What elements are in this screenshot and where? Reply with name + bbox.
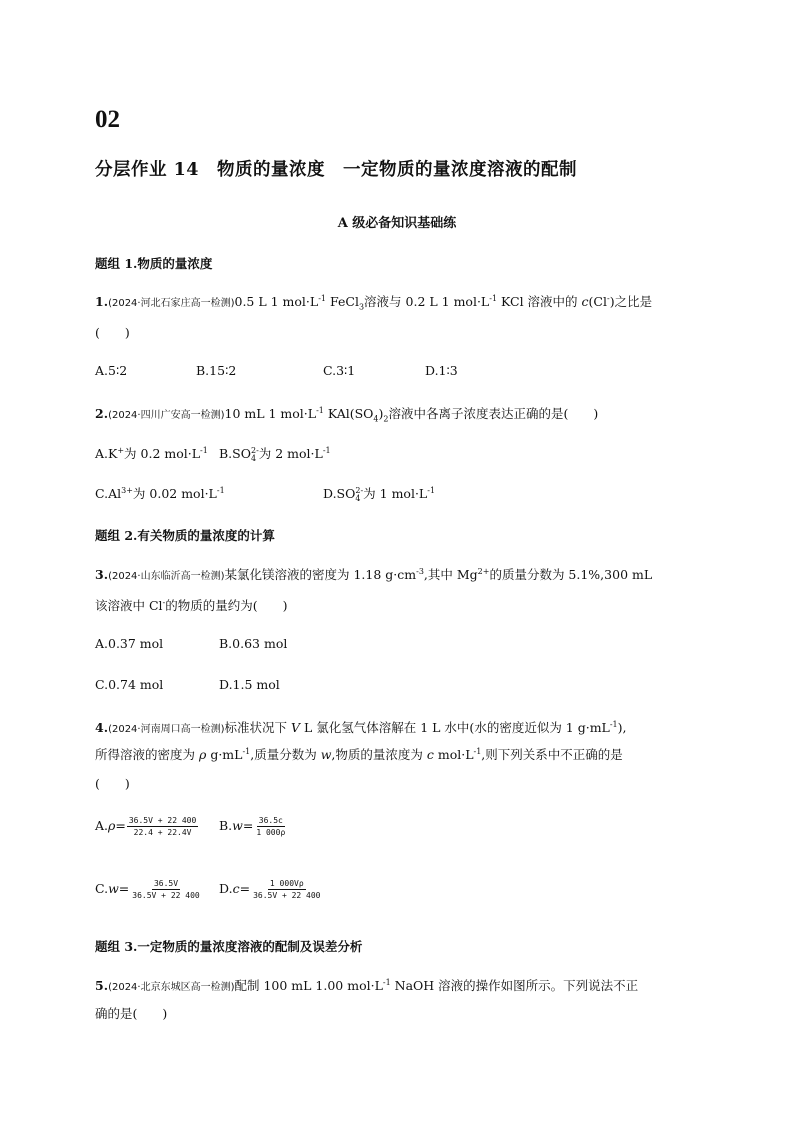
option-b: B.0.63 mol	[219, 636, 288, 651]
section-heading: A 级必备知识基础练	[337, 216, 457, 231]
group-1-heading: 题组 1.物质的量浓度	[95, 256, 213, 271]
question-2-stem: 2.(2024·四川广安高一检测)10 mL 1 $mol\cdot L^{-1}$ $KAl(SO_4)_2$溶液中各离子浓度表达正确的是( )	[95, 405, 599, 424]
question-source: (2024·北京东城区高一检测)	[108, 982, 235, 993]
group-3-heading: 题组 3.一定物质的量浓度溶液的配制及误差分析	[95, 939, 363, 954]
option-b: B.SO 2- 4 为 2 $mol\cdot L^{-1}$	[219, 445, 331, 463]
option-c: C.3∶1	[323, 363, 356, 378]
option-d: D.1∶3	[425, 363, 458, 378]
question-4-stem: 4.(2024·河南周口高一检测)标准状况下 V L 氯化氢气体溶解在 1 L 水中(水的密度近似为 1 $g\cdot mL^{-1}$),	[95, 719, 627, 735]
group-2-heading: 题组 2.有关物质的量浓度的计算	[95, 528, 275, 543]
question-number: 1	[95, 294, 104, 309]
question-4-line2: 所得溶液的密度为 ρ $g\cdot mL^{-1}$,质量分数为 w,物质的量浓度为 c $mol\cdot L^{-1}$,则下列关系中不正确的是	[95, 746, 623, 762]
question-3-stem: 3.(2024·山东临沂高一检测)某氯化镁溶液的密度为 1.18 $g\cdot cm^{-3}$,其中 $Mg^{2+}$的质量分数为 5.1%,300 mL	[95, 566, 653, 582]
option-c: $C.Al^{3+}$为 0.02 $mol\cdot L^{-1}$	[95, 485, 225, 501]
option-a: A.ρ= $\frac{36.5V + 22 400}{22.4 + 22.4V}$	[95, 816, 197, 837]
answer-bracket: ( )	[95, 325, 130, 340]
question-source: (2024·四川广安高一检测)	[108, 410, 225, 421]
option-d: D.1.5 mol	[219, 677, 280, 692]
option-d: D.c= $\frac{1 000V\rho}{36.5V + 22 400}$	[219, 879, 321, 900]
option-a: A.0.37 mol	[95, 636, 164, 651]
question-source: (2024·河南周口高一检测)	[108, 724, 225, 735]
chapter-number: 02	[95, 106, 120, 133]
answer-bracket: ( )	[95, 776, 130, 791]
option-b: B.w= $\frac{36.5c}{1 000\rho}$	[219, 816, 286, 837]
option-a: A.5∶2	[95, 363, 128, 378]
option-d: D.SO 2- 4 为 1 $mol\cdot L^{-1}$	[323, 485, 436, 503]
question-1-stem: 1.(2024·河北石家庄高一检测)0.5 L 1 $mol\cdot L^{-1}$ FeCl$_3$溶液与 0.2 L 1 $mol\cdot L^{-1}$ KCl 溶液中的 c(Cl-)之比是	[95, 293, 653, 312]
page-title: 分层作业 14 物质的量浓度 一定物质的量浓度溶液的配制	[95, 160, 577, 180]
option-a: A.K+为 0.2 $mol\cdot L^{-1}$	[95, 445, 208, 461]
question-5-stem: 5.(2024·北京东城区高一检测)配制 100 mL 1.00 $mol\cdot L^{-1}$ NaOH 溶液的操作如图所示。下列说法不正	[95, 977, 639, 993]
question-source: (2024·山东临沂高一检测)	[108, 571, 225, 582]
option-c: C.w= $\frac{36.5V}{36.5V + 22 400}$	[95, 879, 200, 900]
option-c: C.0.74 mol	[95, 677, 164, 692]
question-3-line2: 该溶液中 Cl-的物质的量约为( )	[95, 597, 288, 613]
question-source: (2024·河北石家庄高一检测)	[108, 298, 235, 309]
option-b: B.15∶2	[196, 363, 237, 378]
question-5-line2: 确的是( )	[95, 1006, 168, 1021]
